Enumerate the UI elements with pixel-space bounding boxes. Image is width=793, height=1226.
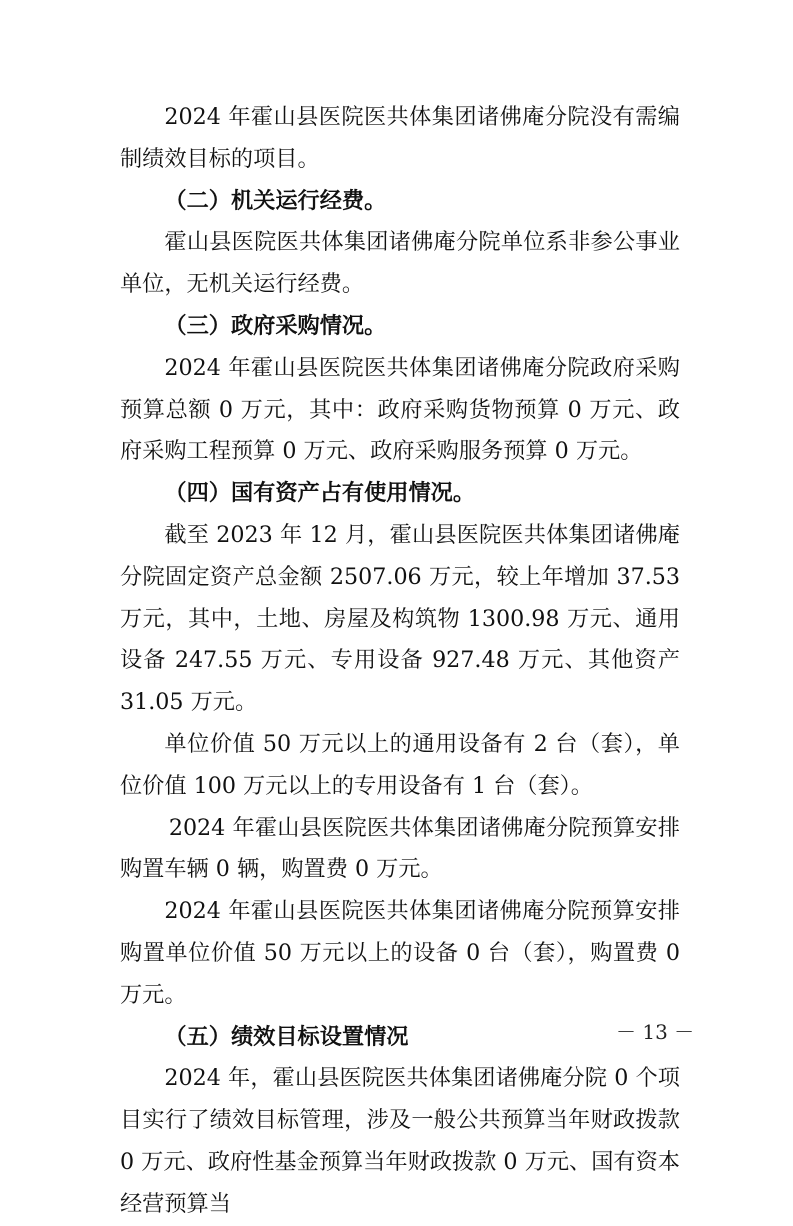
paragraph: 2024 年霍山县医院医共体集团诸佛庵分院政府采购预算总额 0 万元，其中：政府采购货物预算 0 万元、政府采购工程预算 0 万元、政府采购服务预算 0 万元。 xyxy=(120,354,680,465)
paragraph: 截至 2023 年 12 月，霍山县医院医共体集团诸佛庵分院固定资产总金额 2507.06 万元，较上年增加 37.53 万元，其中，土地、房屋及构筑物 1300.98 万元、通用设备 247.55 万元、专用设备 927.48 万元、其他资产 31.05 万元。 xyxy=(120,521,680,716)
paragraph: 2024 年，霍山县医院医共体集团诸佛庵分院 0 个项目实行了绩效目标管理，涉及一般公共预算当年财政拨款 0 万元、政府性基金预算当年财政拨款 0 万元、国有资本经营预算当 xyxy=(120,1065,680,1217)
section-heading: （三）政府采购情况。 xyxy=(164,312,387,339)
paragraph: 单位价值 50 万元以上的通用设备有 2 台（套），单位价值 100 万元以上的专用设备有 1 台（套）。 xyxy=(120,730,680,799)
paragraph: 2024 年霍山县医院医共体集团诸佛庵分院预算安排购置单位价值 50 万元以上的设备 0 台（套），购置费 0 万元。 xyxy=(120,898,680,1008)
paragraph: 2024 年霍山县医院医共体集团诸佛庵分院没有需编制绩效目标的项目。 xyxy=(120,104,680,172)
document-body xyxy=(120,97,680,1226)
paragraph: 霍山县医院医共体集团诸佛庵分院单位系非参公事业单位，无机关运行经费。 xyxy=(120,229,680,298)
section-heading: （二）机关运行经费。 xyxy=(164,187,387,214)
paragraph: 2024 年霍山县医院医共体集团诸佛庵分院预算安排购置车辆 0 辆，购置费 0 万元。 xyxy=(120,814,680,883)
section-heading: （五）绩效目标设置情况 xyxy=(164,1023,409,1050)
section-heading: （四）国有资产占有使用情况。 xyxy=(164,480,476,507)
page-number: － 13 － xyxy=(616,1020,695,1044)
